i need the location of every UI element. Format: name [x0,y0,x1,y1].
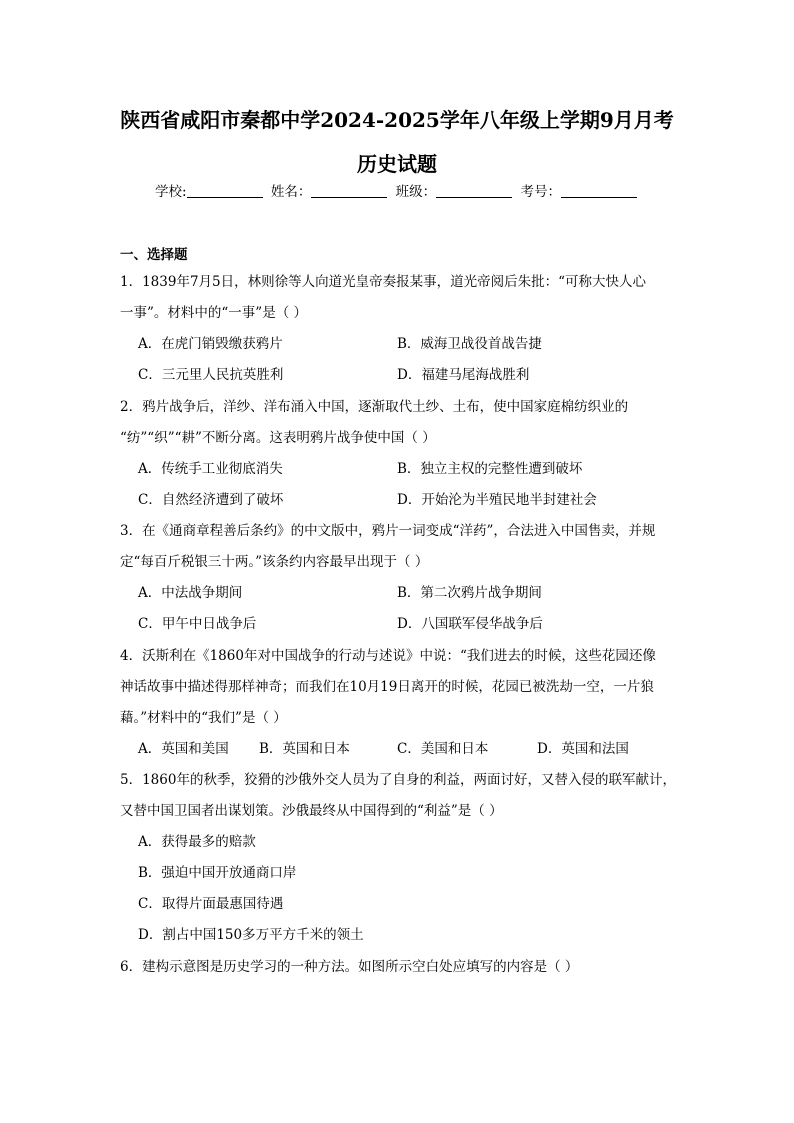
question-4-line-3: 藉。”材料中的“我们”是（ ） [120,710,287,726]
question-1-option-a[interactable]: A．在虎门销毁缴获鸦片 [138,336,283,352]
question-5-option-a[interactable]: A．获得最多的赔款 [138,834,256,850]
question-3-option-c[interactable]: C．甲午中日战争后 [138,616,257,632]
question-4-option-d[interactable]: D．英国和法国 [537,741,629,757]
school-field[interactable] [155,180,265,200]
question-5-option-b[interactable]: B．强迫中国开放通商口岸 [138,865,297,881]
question-5-option-c[interactable]: C．取得片面最惠国待遇 [138,896,284,912]
question-3-option-a[interactable]: A．中法战争期间 [138,585,243,601]
exam-subtitle: 历史试题 [357,152,437,176]
question-2-option-d[interactable]: D．开始沦为半殖民地半封建社会 [397,492,597,508]
question-4-option-c[interactable]: C．美国和日本 [397,741,489,757]
question-1-option-d[interactable]: D．福建马尾海战胜利 [397,367,530,383]
exam-number-label: 考号： [520,184,561,200]
question-2-line-1: 2．鸦片战争后，洋纱、洋布涌入中国，逐渐取代土纱、土布，使中国家庭棉纺织业的 [120,399,629,415]
question-4-option-a[interactable]: A．英国和美国 [138,741,229,757]
school-blank[interactable] [187,184,263,198]
exam-title: 陕西省咸阳市秦都中学2024-2025学年八年级上学期9月月考 [120,108,674,132]
question-5-line-1: 5．1860年的秋季，狡猾的沙俄外交人员为了自身的利益，两面讨好，又替入侵的联军献计， [120,772,676,788]
question-2-line-2: “纺”“织”“耕”不断分离。这表明鸦片战争使中国（ ） [120,430,436,446]
question-3-option-d[interactable]: D．八国联军侵华战争后 [397,616,543,632]
question-1-line-1: 1．1839年7月5日，林则徐等人向道光皇帝奏报某事，道光帝阅后朱批：“可称大快人心 [120,274,647,290]
question-5-line-2: 又替中国卫国者出谋划策。沙俄最终从中国得到的“利益”是（ ） [120,803,503,819]
question-4-line-1: 4．沃斯利在《1860年对中国战争的行动与述说》中说：“我们进去的时候，这些花园还像 [120,648,656,664]
name-field[interactable] [271,180,390,200]
section-heading: 一、选择题 [120,247,188,263]
question-3-line-1: 3．在《通商章程善后条约》的中文版中，鸦片一词变成“洋药”，合法进入中国售卖，并规 [120,523,656,539]
exam-number-blank[interactable] [561,184,637,198]
question-5-option-d[interactable]: D．割占中国150多万平方千米的领土 [138,927,364,943]
question-2-option-c[interactable]: C．自然经济遭到了破坏 [138,492,284,508]
question-1-option-b[interactable]: B．威海卫战役首战告捷 [397,336,542,352]
exam-number-field[interactable] [520,180,639,200]
question-1-line-2: 一事”。材料中的“一事”是（ ） [120,305,307,321]
question-2-option-b[interactable]: B．独立主权的完整性遭到破坏 [397,461,583,477]
class-blank[interactable] [436,184,512,198]
question-3-line-2: 定“每百斤税银三十两。”该条约内容最早出现于（ ） [120,554,429,570]
question-1-option-c[interactable]: C．三元里人民抗英胜利 [138,367,284,383]
question-4-line-2: 神话故事中描述得那样神奇；而我们在10月19日离开的时候，花园已被洗劫一空，一片狼 [120,679,654,695]
question-3-option-b[interactable]: B．第二次鸦片战争期间 [397,585,542,601]
school-label: 学校: [155,184,187,200]
class-field[interactable] [396,180,515,200]
student-info-row [0,180,794,200]
question-2-option-a[interactable]: A．传统手工业彻底消失 [138,461,283,477]
name-blank[interactable] [311,184,387,198]
name-label: 姓名： [270,184,312,200]
class-label: 班级： [395,184,437,200]
question-4-option-b[interactable]: B．英国和日本 [259,741,350,757]
question-6-line-1: 6．建构示意图是历史学习的一种方法。如图所示空白处应填写的内容是（ ） [120,959,579,975]
